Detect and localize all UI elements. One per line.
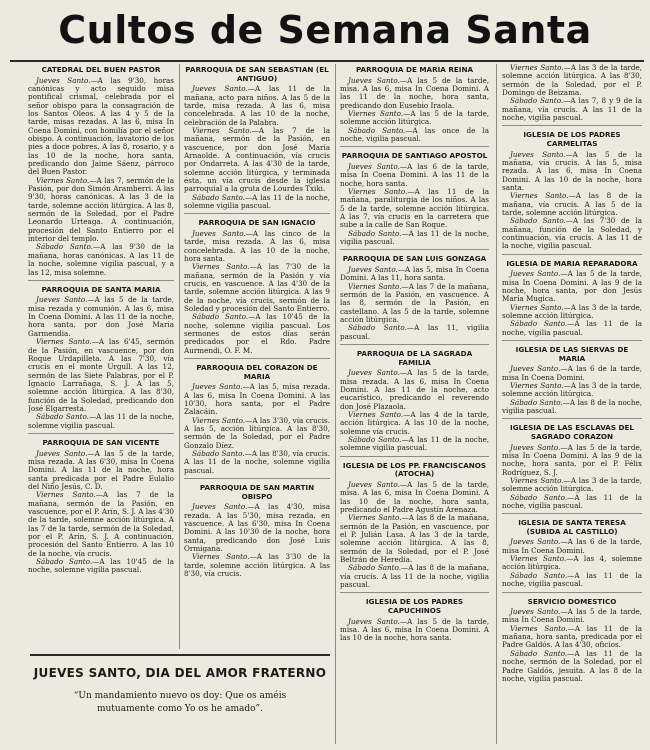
day-label: Jueves Santo.: [348, 264, 398, 274]
church-heading: PARROQUIA DE SAN VICENTE: [42, 437, 160, 447]
day-label: Jueves Santo.: [510, 442, 561, 452]
schedule-paragraph: [502, 192, 642, 217]
day-label: Jueves Santo.: [192, 228, 246, 238]
schedule-text: —A las 8 de la noche, vigilia pascual.: [502, 397, 642, 415]
church-section: [184, 358, 330, 475]
day-label: Sábado Santo.: [36, 242, 94, 252]
schedule-text: —A las 7 de la mañana, sermón de la Pasión, en vascuence, por el P. Arín, S. J. A las 4'30 de la tarde, solemne acción litúrgica. A las 7 de la tarde, sermón de la Soledad, por el P. Arín, S. J. A continuación, procesión del Santo Entierro. A las 10 de la noche, vía crucis.: [28, 490, 174, 558]
column-1: [28, 64, 174, 744]
schedule-text: —A las 8 de la mañana, vía crucis. A las 11 de la noche, vigilia pascual.: [340, 563, 489, 589]
schedule-text: —A las 5, misa rezada. A las 6, misa In Coena Domini. A las 10'30, hora santa, por el Padre Zalacáin.: [184, 382, 330, 417]
schedule-text: —A las cinco de la tarde, misa rezada. A las 6, misa concelebrada. A las 10 de la noche, hora santa.: [184, 228, 330, 263]
schedule-paragraph: [28, 77, 174, 177]
day-label: Sábado Santo.: [348, 125, 406, 135]
church-heading: IGLESIA DE MARIA REPARADORA: [506, 258, 638, 268]
schedule-paragraph: [340, 110, 489, 127]
day-label: Jueves Santo.: [36, 295, 88, 305]
day-label: Viernes Santo.: [510, 623, 568, 633]
day-label: Jueves Santo.: [192, 382, 243, 392]
day-label: Sábado Santo.: [36, 412, 89, 422]
schedule-text: —A las 11 de la mañana, paraliturgia de los niños. A las 5 de la tarde, solemne acción litúrgica. A las 7, vía crucis en la carretera que sube a la calle de San Roque.: [340, 186, 489, 230]
day-label: Sábado Santo.: [510, 648, 568, 658]
schedule-paragraph: [340, 230, 489, 247]
church-section: [340, 66, 489, 143]
schedule-text: —A las 7 de la mañana, sermón de la Pasión, en vascuence, por don José María Arnaolde. A continuación, vía crucis por Ondarreta. A las 4'30 de la tarde, solemne acción litúrgica, y terminada ésta, un vía crucis desde la iglesia parroquial a la gruta de Lourdes Txiki.: [184, 125, 330, 194]
church-heading: PARROQUIA DE SAN SEBASTIAN (EL ANTIGUO): [185, 65, 329, 83]
day-label: Sábado Santo.: [510, 96, 564, 106]
schedule-text: —A las 3'30, vía crucis. A las 5, acción litúrgica. A las 8'30, sermón de la Soledad, por el Padre Gonzalo Díez.: [184, 415, 330, 450]
schedule-text: —A las 4, solemne acción litúrgica.: [502, 554, 642, 572]
schedule-paragraph: [28, 338, 174, 413]
schedule-paragraph: [28, 413, 174, 430]
schedule-paragraph: [502, 320, 642, 337]
schedule-text: —A las 7, 8 y 9 de la mañana, vía crucis. A las 11 de la noche, vigilia pascual.: [502, 96, 642, 123]
day-label: Jueves Santo.: [510, 364, 561, 374]
column-divider: [179, 64, 180, 649]
schedule-text: —A las 6 de la tarde, misa In Coena Domini.: [502, 537, 642, 555]
church-heading: PARROQUIA DE LA SAGRADA FAMILIA: [356, 349, 473, 367]
day-label: Viernes Santo.: [348, 409, 404, 419]
day-label: Viernes Santo.: [510, 302, 564, 312]
schedule-text: —A las 5 de la mañana, vía crucis. A las 5, misa rezada. A las 6, misa In Coena Domini. A las 10 de la noche, hora santa.: [502, 149, 642, 192]
church-section: [340, 344, 489, 453]
day-label: Viernes Santo.: [192, 125, 252, 135]
schedule-paragraph: [184, 383, 330, 416]
schedule-paragraph: [502, 151, 642, 193]
schedule-paragraph: [184, 85, 330, 127]
church-heading: PARROQUIA DE SAN MARTIN OBISPO: [199, 483, 315, 501]
schedule-text: —A las 5 de la tarde, misa. A las 6, misa In Coena Domini. A las 10 de la noche, hora santa.: [340, 616, 489, 643]
schedule-paragraph: [184, 450, 330, 475]
schedule-paragraph: [340, 266, 489, 283]
schedule-text: —A las 6 de la tarde, misa In Coena Domini. A las 11 de la noche, hora santa.: [340, 161, 489, 188]
schedule-text: —A las 11, vigilia pascual.: [340, 323, 489, 341]
schedule-paragraph: [184, 503, 330, 553]
schedule-text: —A las 3 de la tarde, solemne acción litúrgica.: [502, 302, 642, 321]
schedule-paragraph: [340, 481, 489, 514]
schedule-paragraph: [184, 127, 330, 194]
column-divider: [496, 64, 497, 744]
day-label: Viernes Santo.: [510, 191, 569, 201]
church-heading: IGLESIA DE LAS ESCLAVAS DEL SAGRADO CORAZON: [510, 423, 634, 441]
church-section: [28, 66, 174, 277]
schedule-paragraph: [340, 369, 489, 411]
fraternal-love-box: [30, 654, 330, 746]
day-label: Viernes Santo.: [348, 108, 404, 118]
schedule-text: —A las 4 de la tarde, acción litúrgica. A las 10 de la noche, solemne vía crucis.: [340, 409, 489, 436]
schedule-paragraph: [184, 263, 330, 313]
schedule-text: —A las 3'30 de la tarde, solemne acción litúrgica. A las 8'30, vía crucis.: [184, 552, 330, 578]
schedule-text: —A las 7 de la mañana, sermón de la Pasión, en vascuence. A las 8, sermón de la Pasión, en castellano. A las 5 de la tarde, solemne acción litúrgica.: [340, 281, 489, 325]
day-label: Jueves Santo.: [510, 537, 561, 547]
schedule-paragraph: [502, 217, 642, 250]
schedule-text: —A las 5 de la tarde, misa In Coena Domini.: [502, 607, 642, 625]
day-label: Jueves Santo.: [510, 149, 566, 159]
day-label: Viernes Santo.: [348, 281, 402, 291]
box-quote: “Un mandamiento nuevo os doy: Que os améis mutuamente como Yo os he amado”.: [73, 691, 287, 714]
church-section: [340, 456, 489, 590]
schedule-paragraph: [502, 572, 642, 589]
schedule-paragraph: [28, 558, 174, 575]
schedule-paragraph: [502, 494, 642, 511]
schedule-text: —A las 5 de la tarde, misa In Coena Domini. A las 9 de la noche, hora santa, por el P. Félix Rodríguez, S. J.: [502, 442, 642, 477]
day-label: Jueves Santo.: [348, 616, 400, 626]
schedule-paragraph: [28, 296, 174, 338]
day-label: Viernes Santo.: [192, 552, 250, 562]
schedule-paragraph: [502, 270, 642, 303]
schedule-paragraph: [28, 243, 174, 276]
day-label: Sábado Santo.: [510, 492, 568, 502]
day-label: Sábado Santo.: [510, 216, 566, 226]
schedule-text: —A las 7, sermón de la Pasión, por don Simón Aramberri. A las 9'30, horas canónicas. A las 3 de la tarde, solemne acción litúrgica. A las 8, sermón de la Soledad, por el Padre Leonardo Urteaga. A continuación, procesión del Santo Entierro por el interior del templo.: [28, 175, 174, 244]
day-label: Jueves Santo.: [348, 161, 400, 171]
day-label: Jueves Santo.: [36, 448, 88, 458]
day-label: Sábado Santo.: [348, 435, 402, 444]
schedule-text: —A las 11 de la noche, vigilia pascual.: [340, 228, 489, 247]
day-label: Viernes Santo.: [510, 554, 567, 564]
day-label: Jueves Santo.: [348, 479, 400, 489]
column-divider: [335, 64, 336, 744]
day-label: Jueves Santo.: [348, 368, 400, 378]
schedule-paragraph: [502, 304, 642, 321]
schedule-paragraph: [502, 97, 642, 122]
church-section: [184, 66, 330, 210]
church-heading: IGLESIA DE SANTA TERESA (SUBIDA AL CASTILLO): [518, 518, 626, 536]
schedule-text: —A las 5 de la tarde, misa In Coena Domini. A las 9 de la noche, hora santa, por don Jesús María Mugica.: [502, 269, 642, 304]
church-section: [184, 213, 330, 355]
church-heading: SERVICIO DOMESTICO: [527, 596, 617, 606]
schedule-paragraph: [28, 177, 174, 244]
church-heading: IGLESIA DE LOS PP. FRANCISCANOS (ATOCHA): [342, 460, 487, 479]
church-section: [502, 254, 642, 337]
day-label: Viernes Santo.: [192, 262, 250, 272]
schedule-paragraph: [340, 77, 489, 110]
church-section: [502, 592, 642, 684]
schedule-paragraph: [184, 553, 330, 578]
day-label: Sábado Santo.: [192, 192, 245, 202]
schedule-paragraph: [502, 444, 642, 477]
church-section: [502, 418, 642, 510]
schedule-paragraph: [340, 514, 489, 564]
schedule-paragraph: [184, 417, 330, 450]
schedule-text: —A las 7'30 de la mañana, función de la Soledad, y continuación, vía crucis. A las 11 de la noche, vigilia pascual.: [502, 216, 642, 251]
schedule-paragraph: [28, 450, 174, 492]
church-section: [340, 249, 489, 341]
schedule-text: —A las 11 de la noche, sermón de la Soledad, por el Padre Galdós, jesuita. A las 8 de la noche, vigilia pascual.: [502, 648, 642, 683]
schedule-text: —A las 7'30 de la mañana, sermón de la Pasión y vía crucis, en vascuence. A las 4'30 de la tarde, solemne acción litúrgica. A las 9 de la noche, vía crucis, sermón de la Soledad y procesión del Santo Entierro.: [184, 262, 330, 314]
day-label: Sábado Santo.: [192, 312, 249, 322]
schedule-paragraph: [184, 194, 330, 211]
church-heading: IGLESIA DE LAS SIERVAS DE MARIA: [515, 345, 629, 363]
day-label: Jueves Santo.: [192, 84, 248, 94]
church-section: [340, 146, 489, 246]
schedule-paragraph: [502, 608, 642, 625]
day-label: Sábado Santo.: [36, 557, 93, 566]
church-section: [184, 478, 330, 578]
day-label: Viernes Santo.: [36, 337, 92, 347]
day-label: Jueves Santo.: [348, 75, 400, 85]
schedule-text: —A las 11 de la noche, vigilia pascual.: [502, 570, 642, 589]
church-section: [502, 340, 642, 415]
column-3: [340, 64, 489, 744]
schedule-paragraph: [502, 538, 642, 555]
day-label: Jueves Santo.: [36, 75, 91, 85]
column-4: [502, 64, 642, 744]
day-label: Sábado Santo.: [510, 319, 568, 329]
schedule-text: —A las 8 de la mañana, sermón de la Pasión, en vascuence, por el P. Julián Lasa. A las 3 de la tarde, solemne acción litúrgica. A las 8, sermón de la Soledad, por el P. José Beltrán de Heredia.: [340, 513, 489, 564]
schedule-paragraph: [502, 365, 642, 382]
day-label: Viernes Santo.: [510, 380, 564, 390]
schedule-text: —A las 9'30 de la mañana, horas canónicas. A las 11 de la noche, solemne vigilia pascual, y a las 12, misa solemne.: [28, 242, 174, 277]
day-label: Viernes Santo.: [510, 475, 564, 485]
schedule-paragraph: [340, 127, 489, 144]
day-label: Jueves Santo.: [510, 269, 561, 279]
schedule-text: —A las 3 de la tarde, solemne acción litúrgica. A las 8'30, sermón de la Soledad, por el P. Domingo de Beizama.: [502, 64, 642, 98]
day-label: Sábado Santo.: [192, 449, 245, 459]
schedule-paragraph: [340, 283, 489, 325]
schedule-text: —A las 11 de la noche, solemne vigilia pascual.: [184, 192, 330, 210]
schedule-paragraph: [502, 64, 642, 97]
title-rule: [10, 60, 644, 62]
schedule-paragraph: [502, 477, 642, 494]
schedule-text: —A las 11 de la noche, solemne vigilia pascual.: [340, 435, 489, 453]
day-label: Viernes Santo.: [36, 175, 90, 185]
column-2: [184, 64, 330, 649]
church-heading: CATEDRAL DEL BUEN PASTOR: [41, 65, 161, 74]
schedule-text: —A las 5 de la tarde, misa. A las 6, misa In Coena Domini. A las 10 de la noche, hora santa, predicando el Padre Agustín Arenaza.: [340, 479, 489, 514]
schedule-paragraph: [502, 382, 642, 399]
church-section: [28, 280, 174, 430]
schedule-text: —A las 4'30, misa rezada. A las 5'30, misa rezada, en vascuence. A las 6'30, misa In Coena Domini. A las 10'30 de la noche, hora santa, predicando don José Luis Ormigana.: [184, 502, 330, 553]
schedule-paragraph: [340, 564, 489, 589]
day-label: Jueves Santo.: [510, 607, 561, 617]
church-heading: PARROQUIA DE SANTA MARIA: [41, 284, 161, 294]
day-label: Sábado Santo.: [510, 570, 568, 580]
schedule-text: —A las 11 de la mañana, acto para niños. A las 5 de la tarde, misa rezada. A las 6, misa concelebrada. A las 10 de la noche, celebración de la Palabra.: [184, 84, 330, 127]
day-label: Viernes Santo.: [36, 490, 96, 500]
schedule-text: —A las 6'45, sermón de la Pasión, en vascuence, por don Roque Urdapilleta. A las 7'30, vía crucis en el monte Urgull. A las 12, sermón de las Siete Palabras, por el P. Ignacio Larrañaga, S. J. A las 5, solemne acción litúrgica. A las 8'30, función de la Soledad, predicando don José Elgarresta.: [28, 337, 174, 413]
schedule-text: —A las 10'45 de la noche, solemne vigilia pascual.: [28, 557, 174, 575]
day-label: Sábado Santo.: [510, 397, 563, 407]
schedule-paragraph: [502, 650, 642, 683]
schedule-paragraph: [340, 188, 489, 230]
schedule-text: —A las 11 de la mañana, hora santa, predicada por el Padre Galdós. A las 4'30, oficios.: [502, 623, 642, 650]
schedule-text: —A las 5, misa In Coena Domini. A las 11, hora santa.: [340, 264, 489, 283]
church-section: [340, 592, 489, 642]
schedule-paragraph: [184, 313, 330, 355]
church-heading: PARROQUIA DE SAN LUIS GONZAGA: [342, 254, 487, 264]
page-title: Cultos de Semana Santa: [58, 8, 592, 52]
schedule-text: —A las 8'30, vía crucis. A las 11 de la noche, solemne vigilia pascual.: [184, 449, 330, 475]
day-label: Sábado Santo.: [348, 563, 402, 573]
day-label: Sábado Santo.: [348, 323, 407, 333]
schedule-text: —A las 11 de la noche, solemne vigilia pascual.: [28, 412, 174, 430]
schedule-text: —A las 3 de la tarde, solemne acción litúrgica.: [502, 475, 642, 494]
schedule-text: —A las 5 de la tarde, solemne acción litúrgica.: [340, 108, 489, 127]
schedule-text: —A las 11 de la noche, vigilia pascual.: [502, 319, 642, 337]
schedule-paragraph: [340, 324, 489, 341]
day-label: Viernes Santo.: [348, 513, 402, 523]
box-heading: JUEVES SANTO, DIA DEL AMOR FRATERNO: [33, 666, 327, 680]
schedule-text: —A las once de la noche, vigilia pascual.: [340, 125, 489, 143]
schedule-paragraph: [340, 436, 489, 453]
church-heading: PARROQUIA DE SAN IGNACIO: [198, 218, 316, 228]
schedule-text: —A las 10'45 de la noche, solemne vigilia pascual. Los sermones de estos días serán predicados por el Rdo. Padre Aurmendi, O. F. M.: [184, 312, 330, 355]
church-heading: PARROQUIA DEL CORAZON DE MARIA: [196, 363, 318, 381]
church-section: [28, 433, 174, 575]
schedule-paragraph: [340, 411, 489, 436]
church-heading: IGLESIA DE LOS PADRES CARMELITAS: [523, 130, 621, 148]
schedule-paragraph: [184, 230, 330, 263]
church-section: [502, 64, 642, 122]
schedule-paragraph: [340, 618, 489, 643]
schedule-text: —A las 9'30, horas canónicas y acto seguido misa pontifical crismal, celebrada por el señor obispo para la consagración de los Santos Oleos. A las 4 y 5 de la tarde, misas rezadas. A las 6, misa In Coena Domini, con homilía por el señor obispo. A continuación, lavatorio de los pies a doce pobres. A las 8, rosario, y a las 10 de la noche, hora santa, predicando don Jaime Sáenz, párroco del Buen Pastor.: [28, 75, 174, 177]
church-section: [502, 513, 642, 588]
church-heading: PARROQUIA DE SANTIAGO APOSTOL: [341, 151, 488, 161]
schedule-text: —A las 11 de la noche, vigilia pascual.: [502, 492, 642, 510]
schedule-paragraph: [28, 491, 174, 558]
day-label: Viernes Santo.: [348, 186, 408, 196]
schedule-text: —A las 5 de la tarde, misa rezada. A las 6'30, misa In Coena Domini. A las 11 de la noche, hora santa predicada por el Padre Eulalio del Niño Jesús, C. D.: [28, 448, 174, 491]
schedule-paragraph: [502, 625, 642, 650]
schedule-paragraph: [340, 163, 489, 188]
schedule-paragraph: [502, 399, 642, 416]
church-heading: IGLESIA DE LOS PADRES CAPUCHINOS: [365, 597, 464, 615]
schedule-text: —A las 5 de la tarde, misa. A las 6, misa In Coena Domini. A las 11 de la noche, hora santa, predicando don Eusebio Iraola.: [340, 75, 489, 110]
schedule-text: —A las 5 de la tarde, misa rezada. A las 6, misa In Coena Domini. A las 11 de la noche, acto eucarístico, predicando el reverendo don José Plazaola.: [340, 368, 489, 411]
day-label: Viernes Santo.: [510, 64, 564, 72]
schedule-text: —A las 8 de la mañana, vía crucis. A las 5 de la tarde, solemne acción litúrgica.: [502, 191, 642, 217]
schedule-text: —A las 5 de la tarde, misa rezada y comunión. A las 6, misa In Coena Domini. A las 11 de la noche, hora santa, por don José María Garmendia.: [28, 295, 174, 338]
church-section: [502, 125, 642, 250]
day-label: Jueves Santo.: [192, 502, 248, 512]
schedule-text: —A las 3 de la tarde, solemne acción litúrgica.: [502, 380, 642, 399]
schedule-paragraph: [502, 555, 642, 572]
church-heading: PARROQUIA DE MARIA REINA: [355, 65, 474, 74]
schedule-text: —A las 6 de la tarde, misa In Coena Domini.: [502, 364, 642, 382]
day-label: Viernes Santo.: [192, 415, 246, 425]
day-label: Sábado Santo.: [348, 228, 402, 238]
